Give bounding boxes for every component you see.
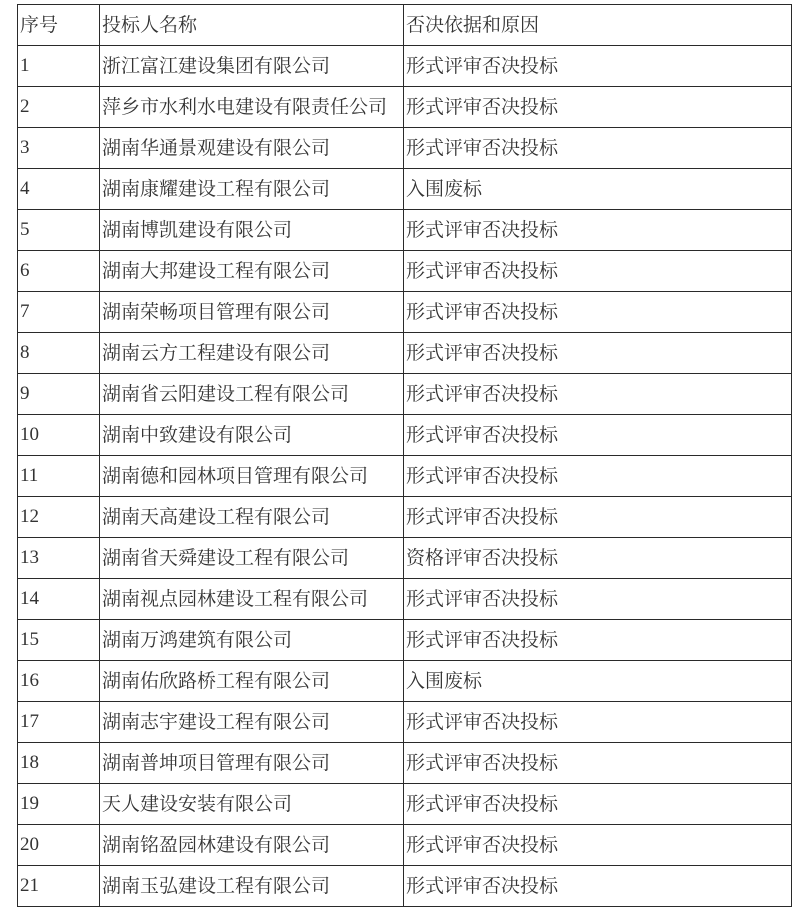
bidder-name: 湖南普坤项目管理有限公司 — [100, 743, 404, 784]
rejection-reason: 形式评审否决投标 — [404, 784, 792, 825]
table-row — [18, 128, 792, 169]
row-index: 19 — [18, 784, 100, 825]
rejection-reason: 形式评审否决投标 — [404, 374, 792, 415]
table-row — [18, 743, 792, 784]
row-index: 7 — [18, 292, 100, 333]
table-row — [18, 825, 792, 866]
rejection-reason: 形式评审否决投标 — [404, 825, 792, 866]
bidder-name: 湖南荣畅项目管理有限公司 — [100, 292, 404, 333]
table-row — [18, 497, 792, 538]
bidder-name: 湖南省云阳建设工程有限公司 — [100, 374, 404, 415]
row-index: 5 — [18, 210, 100, 251]
table-row — [18, 251, 792, 292]
rejection-reason: 形式评审否决投标 — [404, 46, 792, 87]
table-row — [18, 784, 792, 825]
rejection-reason: 形式评审否决投标 — [404, 415, 792, 456]
table-row — [18, 292, 792, 333]
table-header-row — [18, 5, 792, 46]
bidder-name: 天人建设安装有限公司 — [100, 784, 404, 825]
bidder-name: 湖南视点园林建设工程有限公司 — [100, 579, 404, 620]
bidder-name: 湖南大邦建设工程有限公司 — [100, 251, 404, 292]
table-row — [18, 456, 792, 497]
bidder-name: 湖南中致建设有限公司 — [100, 415, 404, 456]
rejection-reason: 形式评审否决投标 — [404, 866, 792, 907]
table-row — [18, 620, 792, 661]
table-row — [18, 538, 792, 579]
row-index: 2 — [18, 87, 100, 128]
row-index: 15 — [18, 620, 100, 661]
row-index: 16 — [18, 661, 100, 702]
row-index: 18 — [18, 743, 100, 784]
bidder-name: 湖南铭盈园林建设有限公司 — [100, 825, 404, 866]
bidder-name: 湖南康耀建设工程有限公司 — [100, 169, 404, 210]
bidder-name: 湖南省天舜建设工程有限公司 — [100, 538, 404, 579]
row-index: 10 — [18, 415, 100, 456]
bidder-name: 湖南佑欣路桥工程有限公司 — [100, 661, 404, 702]
row-index: 20 — [18, 825, 100, 866]
bidder-name: 湖南万鸿建筑有限公司 — [100, 620, 404, 661]
table-row — [18, 702, 792, 743]
rejection-reason: 形式评审否决投标 — [404, 579, 792, 620]
bidder-name: 浙江富江建设集团有限公司 — [100, 46, 404, 87]
rejection-reason: 形式评审否决投标 — [404, 210, 792, 251]
rejection-reason: 形式评审否决投标 — [404, 251, 792, 292]
bidder-name: 湖南华通景观建设有限公司 — [100, 128, 404, 169]
table-row — [18, 661, 792, 702]
bidder-name: 湖南天高建设工程有限公司 — [100, 497, 404, 538]
rejection-reason: 形式评审否决投标 — [404, 743, 792, 784]
row-index: 17 — [18, 702, 100, 743]
table-row — [18, 374, 792, 415]
rejection-reason: 形式评审否决投标 — [404, 333, 792, 374]
bidder-name: 湖南德和园林项目管理有限公司 — [100, 456, 404, 497]
rejection-reason: 形式评审否决投标 — [404, 456, 792, 497]
row-index: 13 — [18, 538, 100, 579]
row-index: 14 — [18, 579, 100, 620]
bidder-rejection-table — [17, 4, 792, 907]
table-row — [18, 169, 792, 210]
row-index: 1 — [18, 46, 100, 87]
row-index: 9 — [18, 374, 100, 415]
row-index: 11 — [18, 456, 100, 497]
row-index: 4 — [18, 169, 100, 210]
bidder-name: 湖南志宇建设工程有限公司 — [100, 702, 404, 743]
table-row — [18, 210, 792, 251]
row-index: 21 — [18, 866, 100, 907]
table-row — [18, 87, 792, 128]
rejection-reason: 形式评审否决投标 — [404, 292, 792, 333]
rejection-reason: 形式评审否决投标 — [404, 702, 792, 743]
rejection-reason: 形式评审否决投标 — [404, 620, 792, 661]
row-index: 3 — [18, 128, 100, 169]
row-index: 12 — [18, 497, 100, 538]
bidder-name: 湖南云方工程建设有限公司 — [100, 333, 404, 374]
header-bidder-name: 投标人名称 — [100, 5, 404, 46]
rejection-reason: 入围废标 — [404, 661, 792, 702]
rejection-reason: 形式评审否决投标 — [404, 497, 792, 538]
header-rejection-reason: 否决依据和原因 — [404, 5, 792, 46]
table-row — [18, 579, 792, 620]
table-row — [18, 415, 792, 456]
bidder-name: 湖南玉弘建设工程有限公司 — [100, 866, 404, 907]
rejection-reason: 形式评审否决投标 — [404, 128, 792, 169]
row-index: 6 — [18, 251, 100, 292]
rejection-reason: 形式评审否决投标 — [404, 87, 792, 128]
table-row — [18, 333, 792, 374]
table-row — [18, 866, 792, 907]
bidder-name: 湖南博凯建设有限公司 — [100, 210, 404, 251]
row-index: 8 — [18, 333, 100, 374]
header-index: 序号 — [18, 5, 100, 46]
table-row — [18, 46, 792, 87]
bidder-name: 萍乡市水利水电建设有限责任公司 — [100, 87, 404, 128]
rejection-reason: 资格评审否决投标 — [404, 538, 792, 579]
rejection-reason: 入围废标 — [404, 169, 792, 210]
